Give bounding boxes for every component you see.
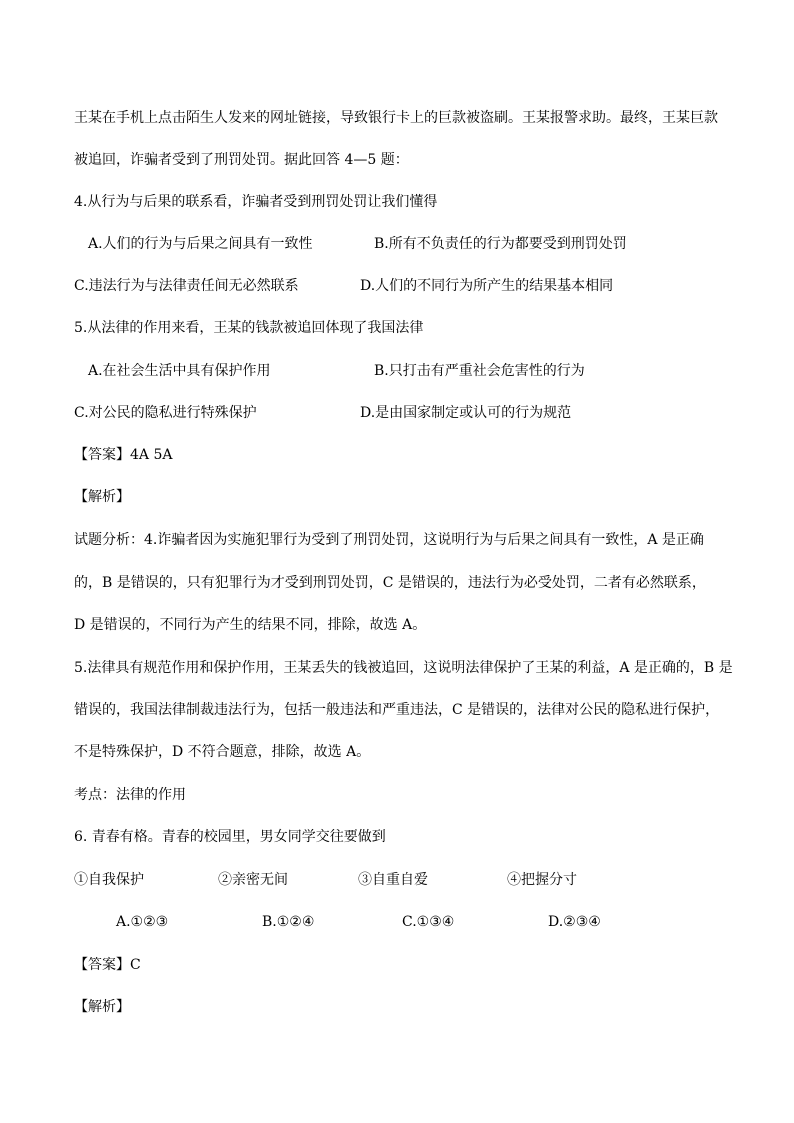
question-5-option-c: C.对公民的隐私进行特殊保护 xyxy=(74,405,257,421)
question-5-stem: 5.从法律的作用来看，王某的钱款被追回体现了我国法律 xyxy=(74,320,424,336)
question-6-option-a: A.①②③ xyxy=(116,914,169,930)
analysis-label-4-5: 【解析】 xyxy=(74,489,130,505)
intro-line-2: 被追回，诈骗者受到了刑罚处罚。据此回答 4—5 题： xyxy=(74,152,409,168)
question-6-option-c: C.①③④ xyxy=(402,914,455,930)
question-5-option-d: D.是由国家制定或认可的行为规范 xyxy=(360,405,572,421)
question-6-item-2: ②亲密无间 xyxy=(218,872,288,888)
question-4-option-a: A.人们的行为与后果之间具有一致性 xyxy=(88,236,313,252)
analysis-line-3: D 是错误的，不同行为产生的结果不同，排除，故选 A。 xyxy=(74,617,427,633)
analysis-line-1: 试题分析：4.诈骗者因为实施犯罪行为受到了刑罚处罚，这说明行为与后果之间具有一致性，A 是正确 xyxy=(74,532,704,548)
question-4-option-d: D.人们的不同行为所产生的结果基本相同 xyxy=(360,278,614,294)
question-5-option-b: B.只打击有严重社会危害性的行为 xyxy=(374,363,585,379)
answer-6: 【答案】C xyxy=(74,957,141,973)
question-4-option-b: B.所有不负责任的行为都要受到刑罚处罚 xyxy=(374,236,627,252)
question-6-item-4: ④把握分寸 xyxy=(507,872,577,888)
analysis-line-5: 错误的，我国法律制裁违法行为，包括一般违法和严重违法，C 是错误的，法律对公民的隐私进行保护， xyxy=(74,702,720,718)
question-6-stem: 6. 青春有格。青春的校园里，男女同学交往要做到 xyxy=(74,829,386,845)
analysis-line-4: 5.法律具有规范作用和保护作用，王某丢失的钱被追回，这说明法律保护了王某的利益，A 是正确的，B 是 xyxy=(74,660,733,676)
question-5-option-a: A.在社会生活中具有保护作用 xyxy=(88,363,271,379)
question-6-item-1: ①自我保护 xyxy=(74,872,144,888)
intro-line-1: 王某在手机上点击陌生人发来的网址链接，导致银行卡上的巨款被盗刷。王某报警求助。最终，王某巨款 xyxy=(74,110,718,126)
knowledge-point: 考点：法律的作用 xyxy=(74,787,186,803)
question-6-option-d: D.②③④ xyxy=(548,914,601,930)
analysis-line-2: 的，B 是错误的，只有犯罪行为才受到刑罚处罚，C 是错误的，违法行为必受处罚，二者有必然联系， xyxy=(74,575,706,591)
question-4-stem: 4.从行为与后果的联系看，诈骗者受到刑罚处罚让我们懂得 xyxy=(74,194,438,210)
question-6-item-3: ③自重自爱 xyxy=(358,872,428,888)
analysis-label-6: 【解析】 xyxy=(74,999,130,1015)
answer-4-5: 【答案】4A 5A xyxy=(74,447,173,463)
question-6-option-b: B.①②④ xyxy=(262,914,315,930)
analysis-line-6: 不是特殊保护，D 不符合题意，排除，故选 A。 xyxy=(74,744,371,760)
question-4-option-c: C.违法行为与法律责任间无必然联系 xyxy=(74,278,299,294)
